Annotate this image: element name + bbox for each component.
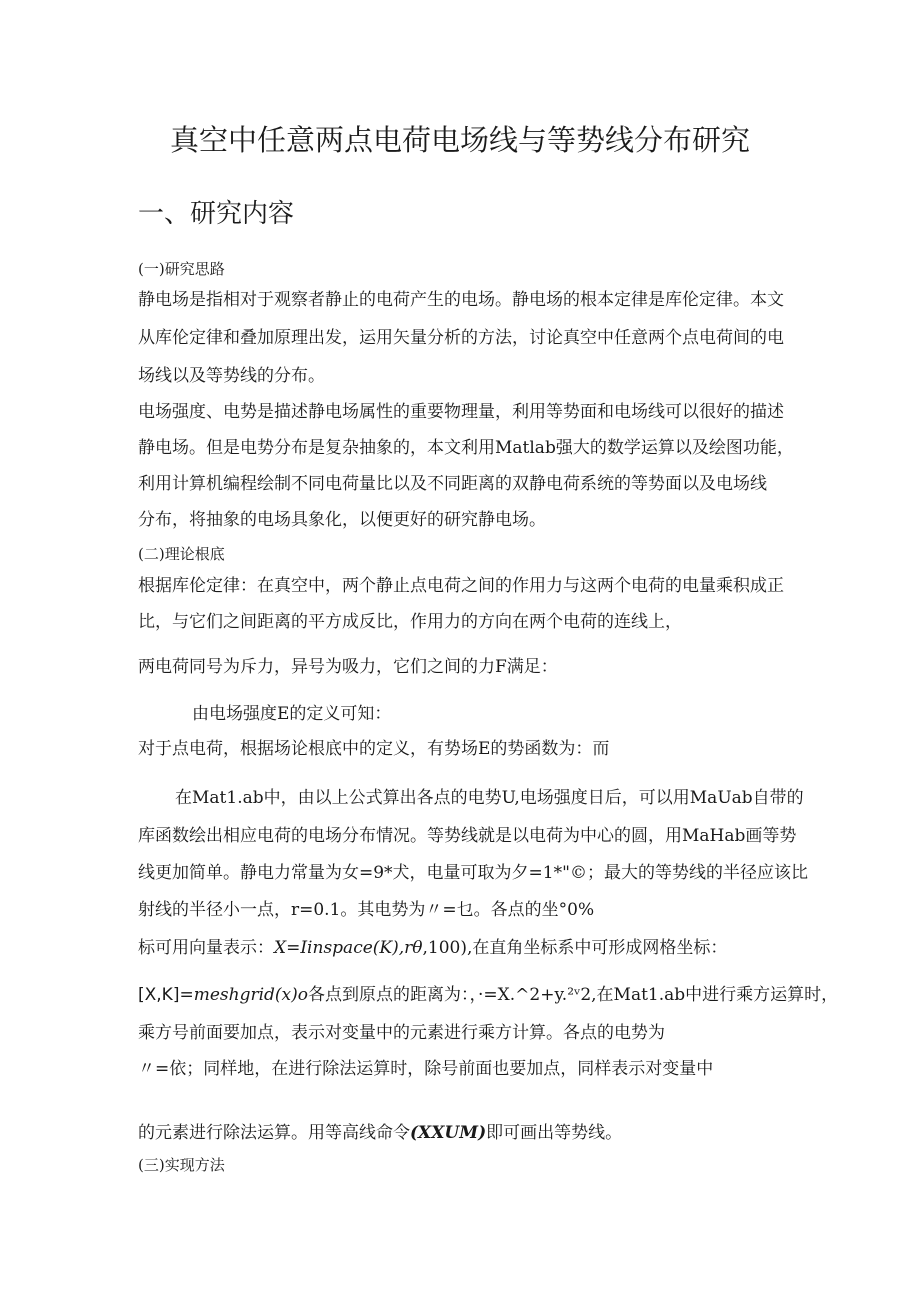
text-span: ,100),在直角坐标系中可形成网格坐标： (422, 938, 728, 958)
paragraph-line: 静电场是指相对于观察者静止的电荷产生的电场。静电场的根本定律是库伦定律。本文 (138, 290, 784, 310)
formula-span: =meshgrid(x)o (179, 985, 308, 1005)
paragraph-line: 线更加简单。静电力常量为女=9*犬，电量可取为夕=1*"©；最大的等势线的半径应该比 (138, 863, 808, 883)
document-title: 真空中任意两点电荷电场线与等势线分布研究 (169, 123, 750, 157)
paragraph-line: 利用计算机编程绘制不同电荷量比以及不同距离的双静电荷系统的等势面以及电场线 (138, 474, 767, 494)
paragraph-line: 乘方号前面要加点，表示对变量中的元素进行乘方计算。各点的电势为 (138, 1023, 665, 1043)
text-span: 标可用向量表示： (138, 938, 274, 958)
subheading-research-idea: (一)研究思路 (138, 260, 225, 278)
paragraph-line (138, 984, 838, 1006)
subheading-implementation-method: (三)实现方法 (138, 1156, 225, 1174)
paragraph-line: 静电场。但是电势分布是复杂抽象的，本文利用Matlab强大的数学运算以及绘图功能， (138, 438, 794, 458)
paragraph-line: 由电场强度E的定义可知： (192, 704, 392, 724)
paragraph-line: 分布，将抽象的电场具象化，以便更好的研究静电场。 (138, 510, 546, 530)
paragraph-line: 比，与它们之间距离的平方成反比，作用力的方向在两个电荷的连线上， (138, 612, 682, 632)
paragraph-line: 〃=依；同样地，在进行除法运算时，除号前面也要加点，同样表示对变量中 (138, 1059, 714, 1079)
formula-span: X=Iinspace(K),rθ (274, 938, 423, 958)
paragraph-line: 库函数绘出相应电荷的电场分布情况。等势线就是以电荷为中心的圆，用MaHab画等势 (138, 826, 797, 846)
paragraph-line: 射线的半径小一点，r=0.1。其电势为〃=乜。各点的坐°0% (138, 900, 595, 920)
paragraph-line (138, 1122, 622, 1144)
paragraph-line: 场线以及等势线的分布。 (138, 366, 325, 386)
paragraph-line: 从库伦定律和叠加原理出发，运用矢量分析的方法，讨论真空中任意两个点电荷间的电 (138, 328, 784, 348)
text-span: [X,K] (138, 985, 180, 1005)
paragraph-line: 在Mat1.ab中，由以上公式算出各点的电势U,电场强度日后，可以用MaUab自带的 (175, 788, 804, 808)
section-heading-research-content: 一、研究内容 (138, 199, 295, 229)
subheading-theory-basis: (二)理论根底 (138, 545, 225, 563)
text-span: 各点到原点的距离为：，·=X.^2+y.²ᵛ2,在Mat1.ab中进行乘方运算时， (307, 985, 839, 1005)
paragraph-line: 电场强度、电势是描述静电场属性的重要物理量，利用等势面和电场线可以很好的描述 (138, 402, 784, 422)
paragraph-line: 对于点电荷，根据场论根底中的定义，有势场E的势函数为：而 (138, 739, 610, 759)
text-span: 的元素进行除法运算。用等高线命令 (138, 1123, 410, 1143)
paragraph-line: 两电荷同号为斥力，异号为吸力，它们之间的力F满足： (138, 657, 558, 677)
paragraph-line (138, 937, 727, 959)
paragraph-line: 根据库伦定律：在真空中，两个静止点电荷之间的作用力与这两个电荷的电量乘积成正 (138, 576, 784, 596)
formula-span: (XXUM) (410, 1123, 487, 1143)
text-span: 即可画出等势线。 (486, 1123, 623, 1143)
